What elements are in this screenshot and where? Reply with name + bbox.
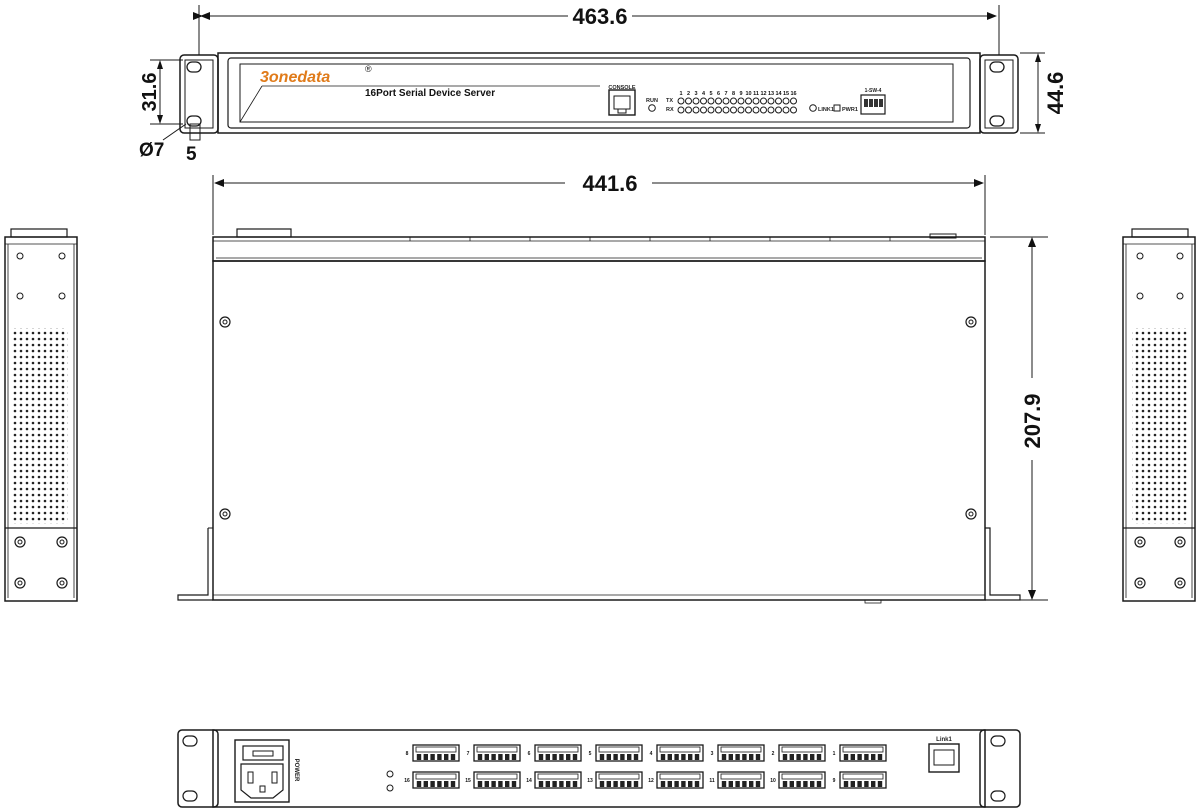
serial-terminal-block [528, 745, 581, 761]
tx-led [791, 98, 797, 104]
serial-port-label: 15 [465, 778, 471, 784]
rx-led [708, 107, 714, 113]
serial-terminal-block [833, 745, 886, 761]
serial-terminal-block [650, 745, 703, 761]
serial-port-label: 1 [832, 751, 836, 757]
console-label: CONSOLE [608, 85, 636, 91]
port-number-label: 12 [760, 91, 767, 97]
side-view-right [1123, 229, 1195, 601]
side-view-left [5, 229, 77, 601]
tx-led [768, 98, 774, 104]
rx-led [678, 107, 684, 113]
link-label: LINK1 [818, 107, 834, 113]
rx-led [686, 107, 692, 113]
port-number-label: 16 [790, 91, 797, 97]
tx-led [678, 98, 684, 104]
serial-terminal-block [833, 772, 886, 788]
brand-logo [260, 64, 372, 86]
serial-port-label: 5 [588, 751, 592, 757]
rx-led [701, 107, 707, 113]
serial-port-label: 8 [405, 751, 409, 757]
port-number-label: 5 [709, 91, 713, 97]
tx-led [693, 98, 699, 104]
pwr-label: PWR1 [842, 107, 858, 113]
led-rows [678, 91, 797, 113]
serial-port-label: 7 [466, 751, 470, 757]
port-number-label: 13 [767, 91, 775, 97]
serial-port-label: 2 [771, 751, 775, 757]
dim-hole-offset: 5 [186, 144, 197, 165]
port-number-label: 4 [701, 91, 706, 97]
serial-port-label: 11 [709, 778, 715, 784]
rx-led [693, 107, 699, 113]
run-label: RUN [646, 98, 658, 104]
serial-terminal-block [465, 772, 520, 788]
rx-led [768, 107, 774, 113]
serial-terminal-block [709, 772, 764, 788]
tx-led [723, 98, 729, 104]
tx-led [686, 98, 692, 104]
serial-terminal-block [587, 772, 642, 788]
serial-terminal-block [772, 745, 825, 761]
top-view [178, 175, 1048, 603]
tx-label: TX [666, 98, 674, 104]
tx-led [783, 98, 789, 104]
dim-top-width: 463.6 [572, 4, 628, 29]
port-number-label: 2 [686, 91, 691, 97]
dim-hole-diameter: Ø7 [139, 140, 165, 161]
brand-registered: ® [365, 64, 372, 74]
serial-terminal-block [770, 772, 825, 788]
serial-port-label: 9 [832, 778, 836, 784]
rx-led [723, 107, 729, 113]
dim-hole-spacing: 31.6 [139, 72, 161, 112]
serial-port-label: 13 [587, 778, 593, 784]
tx-led [753, 98, 759, 104]
serial-terminal-block [467, 745, 520, 761]
serial-terminal-block [589, 745, 642, 761]
rear-view [178, 730, 1020, 807]
rx-led [731, 107, 737, 113]
dim-body-width: 441.6 [582, 171, 638, 196]
port-number-label: 15 [782, 91, 790, 97]
serial-terminal-block [526, 772, 581, 788]
port-number-label: 8 [731, 91, 736, 97]
port-number-label: 9 [739, 91, 743, 97]
serial-terminal-block [406, 745, 459, 761]
serial-terminal-block [648, 772, 703, 788]
tx-led [701, 98, 707, 104]
port-number-label: 6 [716, 91, 721, 97]
rx-led [746, 107, 752, 113]
serial-port-label: 12 [648, 778, 654, 784]
serial-port-label: 14 [526, 778, 532, 784]
tx-led [716, 98, 722, 104]
brand-name: 3onedata [260, 69, 331, 86]
serial-terminal-block [404, 772, 459, 788]
tx-led [708, 98, 714, 104]
port-number-label: 10 [745, 91, 752, 97]
tx-led [776, 98, 782, 104]
rx-led [776, 107, 782, 113]
dim-depth: 207.9 [1020, 393, 1045, 449]
rx-led [761, 107, 767, 113]
terminal-blocks [404, 745, 886, 788]
rx-led [753, 107, 759, 113]
rx-label: RX [666, 107, 674, 113]
serial-port-label: 16 [404, 778, 410, 784]
product-name: 16Port Serial Device Server [365, 88, 496, 99]
lan-label: Link1 [936, 737, 952, 743]
tx-led [761, 98, 767, 104]
port-number-label: 1 [679, 91, 683, 97]
port-number-label: 14 [775, 91, 782, 97]
rx-led [716, 107, 722, 113]
port-number-label: 3 [694, 91, 698, 97]
dim-height: 44.6 [1043, 71, 1068, 115]
rx-led [783, 107, 789, 113]
serial-terminal-block [711, 745, 764, 761]
serial-port-label: 4 [649, 751, 653, 757]
serial-port-label: 6 [527, 751, 531, 757]
dip-label: 1-SW-4 [864, 88, 882, 94]
serial-port-label: 3 [710, 751, 714, 757]
rx-led [791, 107, 797, 113]
port-number-label: 7 [724, 91, 728, 97]
tx-led [746, 98, 752, 104]
serial-port-label: 10 [770, 778, 776, 784]
power-label: POWER [293, 758, 299, 782]
tx-led [731, 98, 737, 104]
port-number-label: 11 [753, 91, 759, 97]
rx-led [738, 107, 744, 113]
tx-led [738, 98, 744, 104]
